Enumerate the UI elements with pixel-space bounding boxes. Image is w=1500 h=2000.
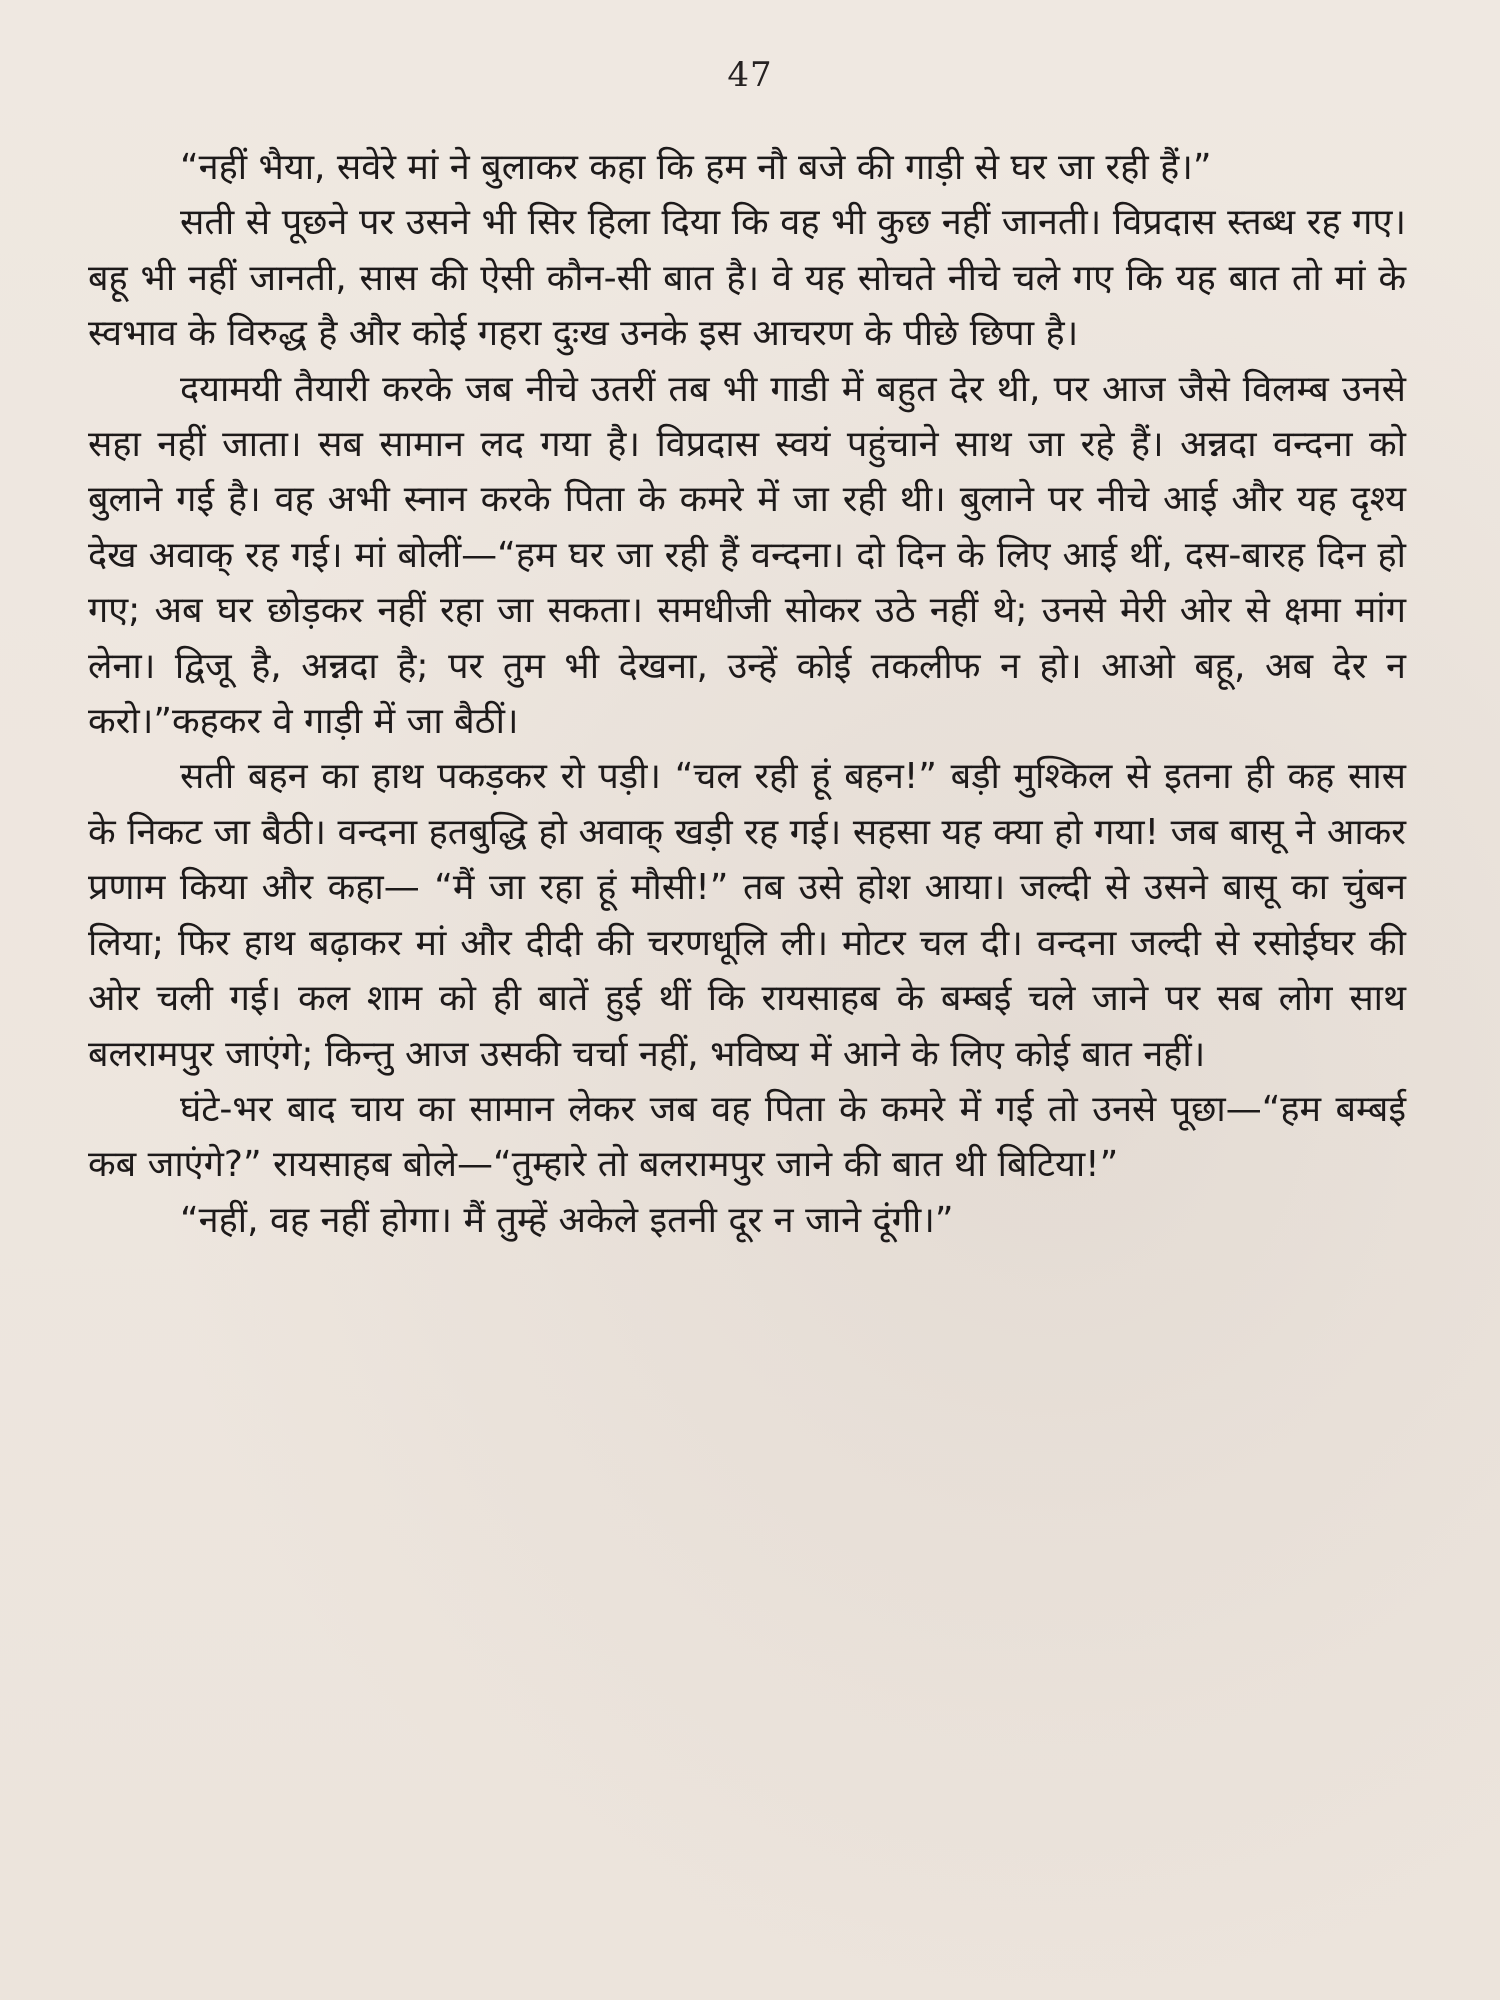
- paragraph: सती से पूछने पर उसने भी सिर हिला दिया कि वह भी कुछ नहीं जानती। विप्रदास स्तब्ध रह गए। बहू भी नहीं जानती, सास की ऐसी कौन-सी बात है। वे यह सोचते नीचे चले गए कि यह बात तो मां के स्वभाव के विरुद्ध है और कोई गहरा दुःख उनके इस आचरण के पीछे छिपा है।: [88, 202, 1406, 355]
- paragraph: घंटे-भर बाद चाय का सामान लेकर जब वह पिता के कमरे में गई तो उनसे पूछा—“हम बम्बई कब जाएंगे?” रायसाहब बोले—“तुम्हारे तो बलरामपुर जाने की बात थी बिटिया!”: [88, 1088, 1406, 1186]
- paragraph: “नहीं भैया, सवेरे मां ने बुलाकर कहा कि हम नौ बजे की गाड़ी से घर जा रही हैं।”: [180, 147, 1212, 188]
- body-text: [88, 140, 1406, 1248]
- paragraph: “नहीं, वह नहीं होगा। मैं तुम्हें अकेले इतनी दूर न जाने दूंगी।”: [180, 1199, 954, 1241]
- paragraph: सती बहन का हाथ पकड़कर रो पड़ी। “चल रही हूं बहन!” बड़ी मुश्किल से इतना ही कह सास के निकट जा बैठी। वन्दना हतबुद्धि हो अवाक् खड़ी रह गई। सहसा यह क्या हो गया! जब बासू ने आकर प्रणाम किया और कहा— “मैं जा रहा हूं मौसी!” तब उसे होश आया। जल्दी से उसने बासू का चुंबन लिया; फिर हाथ बढ़ाकर मां और दीदी की चरणधूलि ली। मोटर चल दी। वन्दना जल्दी से रसोईघर की ओर चली गई। कल शाम को ही बातें हुई थीं कि रायसाहब के बम्बई चले जाने पर सब लोग साथ बलरामपुर जाएंगे; किन्तु आज उसकी चर्चा नहीं, भविष्य में आने के लिए कोई बात नहीं।: [88, 756, 1406, 1075]
- page-number: 47: [727, 55, 773, 95]
- paragraph: दयामयी तैयारी करके जब नीचे उतरीं तब भी गाडी में बहुत देर थी, पर आज जैसे विलम्ब उनसे सहा नहीं जाता। सब सामान लद गया है। विप्रदास स्वयं पहुंचाने साथ जा रहे हैं। अन्नदा वन्दना को बुलाने गई है। वह अभी स्नान करके पिता के कमरे में जा रही थी। बुलाने पर नीचे आई और यह दृश्य देख अवाक् रह गई। मां बोलीं—“हम घर जा रही हैं वन्दना। दो दिन के लिए आई थीं, दस-बारह दिन हो गए; अब घर छोड़कर नहीं रहा जा सकता। समधीजी सोकर उठे नहीं थे; उनसे मेरी ओर से क्षमा मांग लेना। द्विजू है, अन्नदा है; पर तुम भी देखना, उन्हें कोई तकलीफ न हो। आओ बहू, अब देर न करो।”कहकर वे गाड़ी में जा बैठीं।: [88, 368, 1406, 743]
